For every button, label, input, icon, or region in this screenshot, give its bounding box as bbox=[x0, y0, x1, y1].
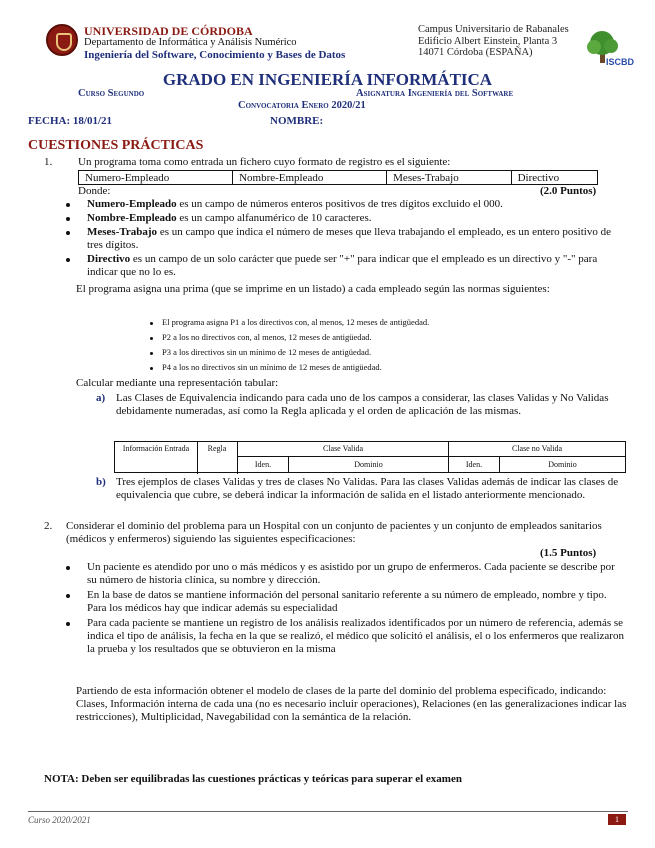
bullet-text: es un campo que indica el número de meses que lleva trabajando el empleado, es un entero positivo de tres dígitos. bbox=[87, 226, 611, 251]
bullet-text: es un campo de un solo carácter que puede ser "+" para indicar que el empleado es un directivo y "-" para indicar que no lo es. bbox=[87, 253, 598, 278]
name-label: NOMBRE: bbox=[270, 115, 324, 127]
footer-course: Curso 2020/2021 bbox=[28, 815, 91, 825]
q2-number: 2. bbox=[44, 520, 53, 532]
q1-bullet bbox=[87, 253, 627, 279]
bullet-icon bbox=[150, 367, 153, 370]
university-name: UNIVERSIDAD DE CÓRDOBA bbox=[84, 24, 253, 38]
rule-item: El programa asigna P1 a los directivos con, al menos, 12 meses de antigüedad. bbox=[162, 317, 430, 327]
q2-bullet: Para cada paciente se mantiene un registro de los análisis realizados identificados por un número de referencia, además se indica el tipo de análisis, la fecha en la que se realizó, el médico que solicitó el análisis, el o los enfermeros que realizaron la prueba y los resultados que se obtuvieron en la misma bbox=[87, 617, 624, 655]
bullet-icon bbox=[150, 352, 153, 355]
q2-points: (1.5 Puntos) bbox=[540, 547, 597, 559]
bullet-icon bbox=[150, 322, 153, 325]
b-text: Tres ejemplos de clases Validas y tres de clases No Validas. Para las clases Validas además de indicar las clases de equivalencia que cubre, se deberá indicar la información de salida en el listado anteriormente mencionado. bbox=[116, 476, 619, 501]
q1-bullet bbox=[87, 212, 627, 225]
record-field: Meses-Trabajo bbox=[387, 171, 511, 185]
university-logo bbox=[46, 24, 78, 56]
b-label: b) bbox=[96, 476, 106, 488]
col-valida: Clase Valida bbox=[238, 442, 449, 457]
bullet-term: Directivo bbox=[87, 253, 131, 265]
q1-intro: Un programa toma como entrada un fichero cuyo formato de registro es el siguiente: bbox=[78, 156, 451, 168]
svg-text:ISCBD: ISCBD bbox=[606, 57, 635, 67]
q2-closing: Partiendo de esta información obtener el modelo de clases de la parte del dominio del problema especificado, indicando: Clases, Información interna de cada una (no es necesario incluir operaciones), Relaciones (en las generalizaciones indicar las restricciones), Multiplicidad, Navegabilidad con la semántica de la relación. bbox=[76, 685, 627, 723]
bullet-icon bbox=[66, 203, 70, 207]
exam-note: NOTA: Deben ser equilibradas las cuestiones prácticas y teóricas para superar el examen bbox=[44, 773, 462, 785]
rules-intro: El programa asigna una prima (que se imprime en un listado) a cada empleado según las normas siguientes: bbox=[76, 283, 550, 295]
q1-number: 1. bbox=[44, 156, 53, 168]
col-dominio: Dominio bbox=[548, 460, 577, 469]
campus-line-3: 14071 Córdoba (ESPAÑA) bbox=[418, 47, 533, 58]
area-name: Ingeniería del Software, Conocimiento y Bases de Datos bbox=[84, 49, 346, 61]
campus-address bbox=[418, 24, 569, 59]
record-format-table bbox=[78, 170, 598, 185]
col-no-valida: Clase no Valida bbox=[449, 442, 625, 457]
record-field: Directivo bbox=[511, 171, 597, 185]
donde-label: Donde: bbox=[78, 185, 111, 197]
bullet-icon bbox=[66, 231, 70, 235]
bullet-icon bbox=[150, 337, 153, 340]
bullet-icon bbox=[66, 622, 70, 626]
bullet-term: Nombre-Empleado bbox=[87, 212, 177, 224]
q1-points: (2.0 Puntos) bbox=[540, 185, 597, 197]
col-iden: Iden. bbox=[238, 457, 289, 472]
col-iden: Iden. bbox=[449, 457, 500, 472]
tree-logo bbox=[584, 27, 635, 67]
q2-bullet: En la base de datos se mantiene información del personal sanitario referente a su número de empleado, nombre y tipo. Para los médicos hay que indicar además su especialidad bbox=[87, 589, 607, 614]
equivalence-table bbox=[114, 441, 626, 473]
bullet-term: Numero-Empleado bbox=[87, 198, 177, 210]
q1-bullet bbox=[87, 226, 627, 252]
record-field: Nombre-Empleado bbox=[233, 171, 387, 185]
course-label: Curso Segundo bbox=[78, 88, 145, 99]
bullet-icon bbox=[66, 217, 70, 221]
subject-label: Asignatura Ingeniería del Software bbox=[356, 88, 514, 99]
exam-date: FECHA: 18/01/21 bbox=[28, 115, 113, 127]
bullet-icon bbox=[66, 594, 70, 598]
department-name: Departamento de Informática y Análisis Numérico bbox=[84, 37, 297, 48]
section-title: CUESTIONES PRÁCTICAS bbox=[28, 138, 204, 153]
call-label: Convocatoria Enero 2020/21 bbox=[238, 100, 366, 111]
q2-intro: Considerar el dominio del problema para un Hospital con un conjunto de pacientes y un conjunto de empleados sanitarios (médicos y enfermeros) siguiendo las siguientes especificaciones: bbox=[66, 520, 602, 545]
rule-item: P4 a los no directivos sin un mínimo de 12 meses de antigüedad. bbox=[162, 362, 382, 372]
footer-divider bbox=[28, 811, 628, 812]
campus-line-2: Edificio Albert Einstein, Planta 3 bbox=[418, 35, 558, 47]
col-dominio: Dominio bbox=[289, 457, 449, 472]
col-info: Información Entrada bbox=[115, 442, 198, 474]
q1-bullet bbox=[87, 198, 627, 211]
bullet-text: es un campo alfanumérico de 10 caracteres. bbox=[176, 212, 372, 224]
bullet-term: Meses-Trabajo bbox=[87, 226, 158, 238]
a-label: a) bbox=[96, 392, 106, 404]
exam-title: GRADO EN INGENIERÍA INFORMÁTICA bbox=[162, 70, 493, 89]
rule-item: P2 a los no directivos con, al menos, 12 meses de antigüedad. bbox=[162, 332, 372, 342]
calc-instruction: Calcular mediante una representación tabular: bbox=[76, 377, 279, 389]
bullet-text: es un campo de números enteros positivos de tres dígitos excluido el 000. bbox=[176, 198, 503, 210]
bullet-icon bbox=[66, 258, 70, 262]
campus-line-1: Campus Universitario de Rabanales bbox=[418, 24, 569, 35]
col-regla: Regla bbox=[197, 442, 238, 474]
page-number: 1 bbox=[608, 814, 626, 825]
record-field: Numero-Empleado bbox=[79, 171, 233, 185]
bullet-icon bbox=[66, 566, 70, 570]
rule-item: P3 a los directivos sin un mínimo de 12 meses de antigüedad. bbox=[162, 347, 372, 357]
a-text: Las Clases de Equivalencia indicando para cada uno de los campos a considerar, las clases Validas y No Validas debidamente numeradas, así como la Regla aplicada y el orden de aplicación de las mismas. bbox=[116, 392, 609, 417]
q2-bullet: Un paciente es atendido por uno o más médicos y es asistido por un grupo de enfermeros. Cada paciente se describe por su número de historia clínica, su nombre y dirección. bbox=[87, 561, 615, 586]
